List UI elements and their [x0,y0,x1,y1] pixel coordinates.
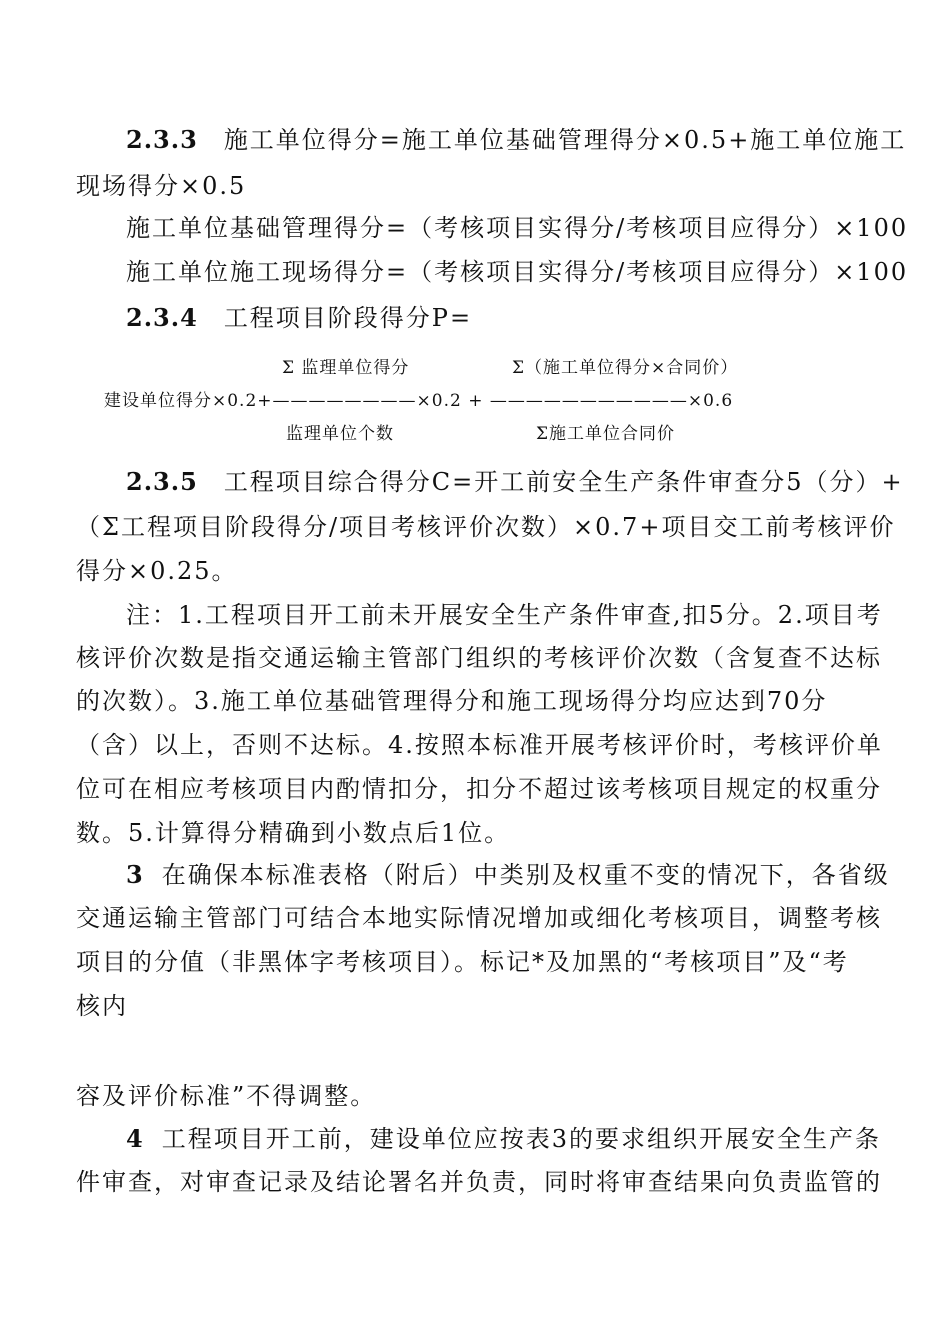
note-line-1: 注：1.工程项目开工前未开展安全生产条件审查,扣5分。2.项目考 [126,601,883,629]
section-number: 4 [126,1124,144,1153]
paragraph-2-3-3-line-2: 现场得分×0.5 [76,172,247,200]
paragraph-3-line-3: 项目的分值（非黑体字考核项目）。标记*及加黑的“考核项目”及“考 [76,948,849,976]
formula-foundation-score: 施工单位基础管理得分=（考核项目实得分/考核项目应得分）×100 [126,214,909,242]
paragraph-3-line-2: 交通运输主管部门可结合本地实际情况增加或细化考核项目，调整考核 [76,904,882,932]
formula-denominator-supervision: 监理单位个数 [286,424,394,444]
paragraph-4-line-1: 4 工程项目开工前，建设单位应按表3的要求组织开展安全生产条 [126,1124,881,1153]
section-number: 2.3.5 [126,467,198,496]
paragraph-2-3-5-line-2: （Σ工程项目阶段得分/项目考核评价次数）×0.7+项目交工前考核评价 [76,513,896,541]
formula-numerator-supervision: Σ 监理单位得分 [282,358,410,378]
paragraph-2-3-4: 2.3.4 工程项目阶段得分P= [126,303,473,332]
note-line-2: 核评价次数是指交通运输主管部门组织的考核评价次数（含复查不达标 [76,644,882,672]
section-number: 2.3.3 [126,125,198,154]
section-number: 2.3.4 [126,303,198,332]
formula-main-line: 建设单位得分×0.2+————————×0.2 + ———————————×0.6 [104,391,734,411]
paragraph-4-line-2: 件审查，对审查记录及结论署名并负责，同时将审查结果向负责监管的 [76,1168,882,1196]
note-line-3: 的次数）。3.施工单位基础管理得分和施工现场得分均应达到70分 [76,687,828,715]
paragraph-3-line-5: 容及评价标准”不得调整。 [76,1082,377,1110]
paragraph-3-line-4: 核内 [76,992,128,1020]
note-line-4: （含）以上，否则不达标。4.按照本标准开展考核评价时，考核评价单 [76,731,883,759]
paragraph-3-line-1: 3 在确保本标准表格（附后）中类别及权重不变的情况下，各省级 [126,860,890,889]
section-number: 3 [126,860,144,889]
note-line-5: 位可在相应考核项目内酌情扣分，扣分不超过该考核项目规定的权重分 [76,775,882,803]
formula-site-score: 施工单位施工现场得分=（考核项目实得分/考核项目应得分）×100 [126,258,909,286]
formula-numerator-construction: Σ（施工单位得分×合同价） [512,358,739,378]
paragraph-2-3-5-line-3: 得分×0.25。 [76,557,238,585]
paragraph-2-3-3-line-1: 2.3.3 施工单位得分=施工单位基础管理得分×0.5+施工单位施工 [126,125,907,154]
formula-denominator-construction: Σ施工单位合同价 [536,424,676,444]
paragraph-2-3-5-line-1: 2.3.5 工程项目综合得分C=开工前安全生产条件审查分5（分）+ [126,467,904,496]
note-line-6: 数。5.计算得分精确到小数点后1位。 [76,819,511,847]
